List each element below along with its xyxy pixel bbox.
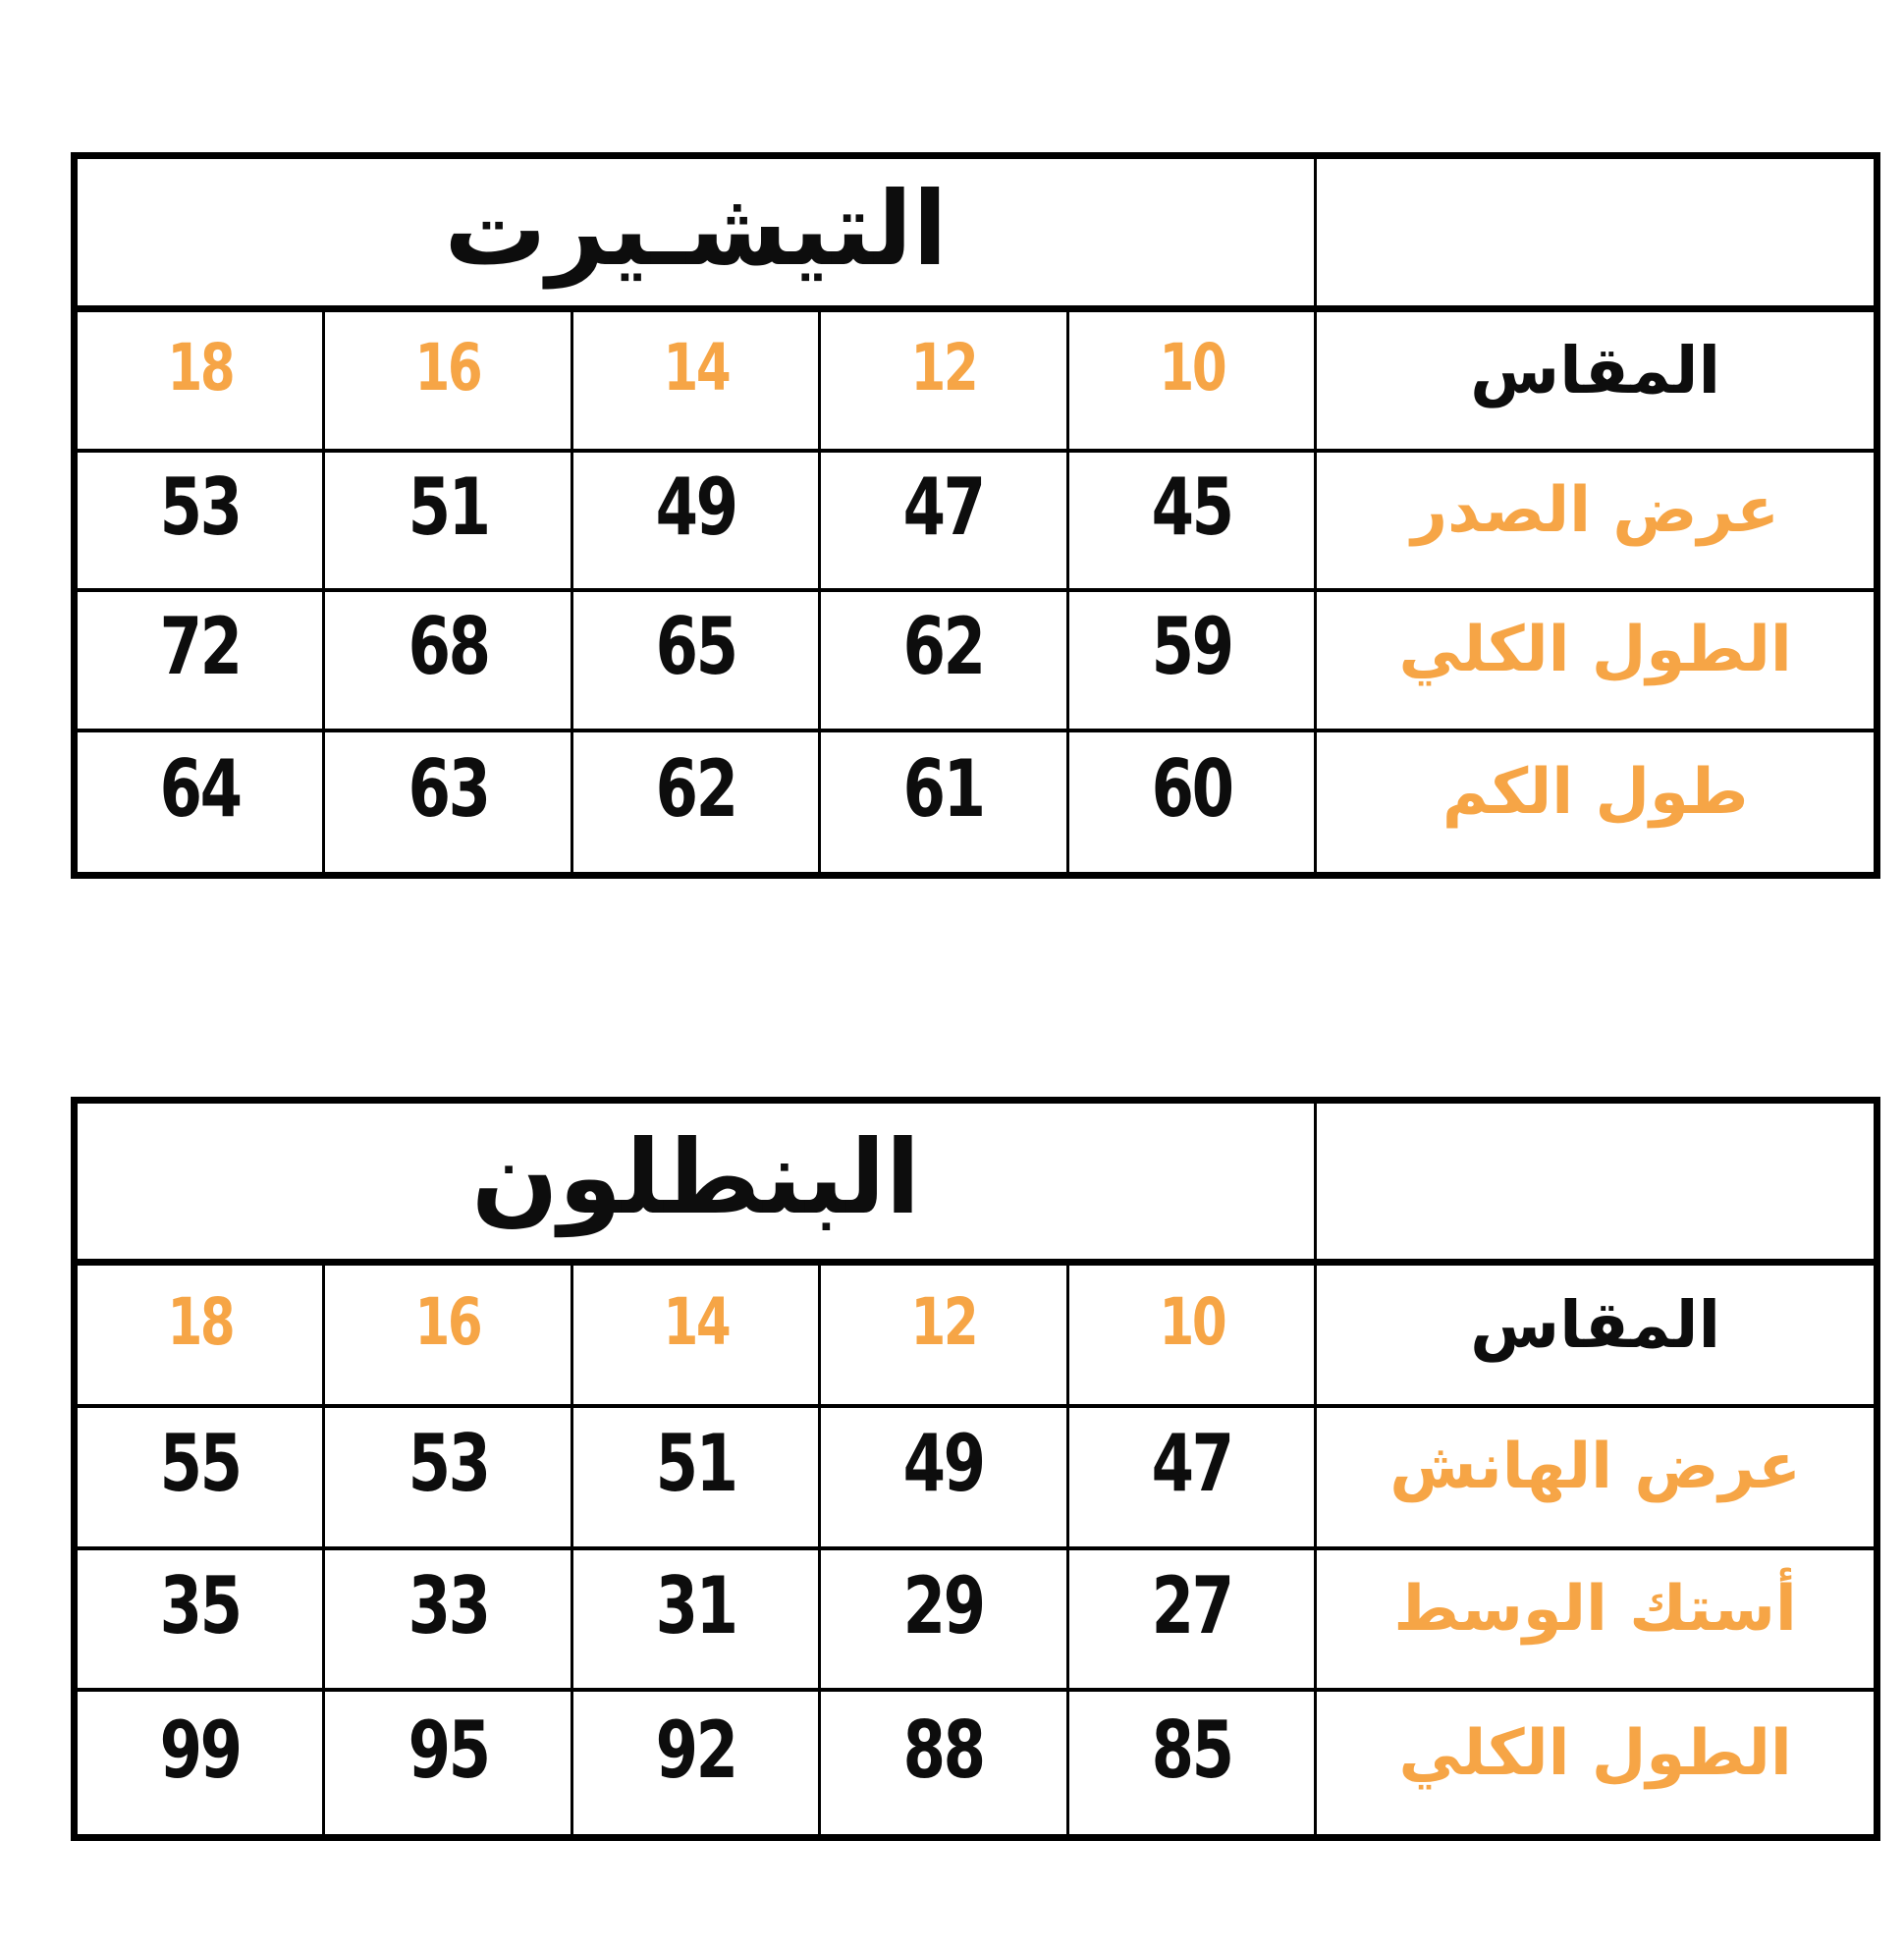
size-header-cell	[1069, 1266, 1317, 1408]
measure-value: 72	[159, 601, 241, 693]
size-header-cell	[573, 312, 821, 453]
size-value: 18	[167, 1284, 234, 1361]
measure-value: 35	[159, 1559, 241, 1651]
size-value: 10	[1159, 330, 1224, 406]
measure-value: 55	[159, 1418, 241, 1510]
measure-value: 92	[655, 1704, 736, 1796]
measure-value: 60	[1151, 742, 1232, 835]
measure-value: 99	[159, 1704, 241, 1796]
size-header-cell	[325, 1266, 572, 1408]
measure-value: 51	[655, 1418, 736, 1510]
value-cell	[1069, 1550, 1317, 1693]
measure-value: 49	[902, 1418, 985, 1510]
value-cell	[1069, 453, 1317, 593]
value-cell	[573, 453, 821, 593]
size-header-cell	[821, 1266, 1068, 1408]
value-cell	[821, 453, 1068, 593]
value-cell	[821, 732, 1068, 873]
value-cell	[573, 1692, 821, 1834]
value-cell	[1069, 732, 1317, 873]
size-value: 16	[414, 330, 481, 406]
size-column-title: المقاس	[1317, 312, 1874, 453]
measure-value: 88	[902, 1704, 985, 1796]
tshirt-table-title: التيشـيرت	[444, 168, 948, 289]
measure-value: 51	[408, 460, 489, 553]
value-cell	[325, 1692, 572, 1834]
measure-value: 49	[655, 460, 736, 553]
size-value: 10	[1159, 1284, 1224, 1361]
measure-value: 65	[655, 601, 736, 693]
value-cell	[573, 592, 821, 732]
value-cell	[78, 592, 325, 732]
measure-label-chest-width: عرض الصدر	[1317, 453, 1874, 593]
measure-value: 64	[159, 742, 241, 835]
measure-value: 53	[408, 1418, 489, 1510]
value-cell	[325, 732, 572, 873]
measure-value: 85	[1151, 1704, 1232, 1796]
pants-table-title: البنطلون	[470, 1117, 921, 1237]
value-cell	[325, 1408, 572, 1550]
measure-value: 27	[1151, 1559, 1232, 1651]
tshirt-corner-cell	[1317, 159, 1874, 312]
size-value: 12	[910, 330, 977, 406]
size-value: 14	[663, 330, 730, 406]
value-cell	[325, 453, 572, 593]
size-value: 16	[414, 1284, 481, 1361]
value-cell	[573, 1408, 821, 1550]
pants-corner-cell	[1317, 1104, 1874, 1266]
value-cell	[78, 1692, 325, 1834]
value-cell	[821, 1408, 1068, 1550]
measure-value: 68	[408, 601, 489, 693]
value-cell	[1069, 592, 1317, 732]
pants-size-table	[71, 1097, 1880, 1841]
measure-label-sleeve-length: طول الكم	[1442, 755, 1749, 829]
measure-value: 63	[408, 742, 489, 835]
measure-label-total-length: الطول الكلي	[1317, 592, 1874, 732]
value-cell	[78, 1550, 325, 1693]
value-cell	[1069, 1408, 1317, 1550]
value-cell	[821, 1692, 1068, 1834]
size-column-title: المقاس	[1317, 1266, 1874, 1408]
measure-value: 59	[1151, 601, 1232, 693]
value-cell	[325, 592, 572, 732]
measure-value: 61	[902, 742, 985, 835]
measure-value: 47	[902, 460, 985, 553]
value-cell	[821, 592, 1068, 732]
size-header-cell	[573, 1266, 821, 1408]
size-value: 12	[910, 1284, 977, 1361]
measure-value: 62	[902, 601, 985, 693]
value-cell	[573, 1550, 821, 1693]
measure-value: 47	[1151, 1418, 1232, 1510]
measure-value: 45	[1151, 460, 1232, 553]
value-cell	[325, 1550, 572, 1693]
size-header-cell	[78, 312, 325, 453]
measure-value: 53	[159, 460, 241, 553]
value-cell	[1069, 1692, 1317, 1834]
measure-value: 95	[408, 1704, 489, 1796]
value-cell	[821, 1550, 1068, 1693]
value-cell	[78, 1408, 325, 1550]
size-value: 14	[663, 1284, 730, 1361]
measure-value: 29	[902, 1559, 985, 1651]
value-cell	[573, 732, 821, 873]
measure-label-hip-width: عرض الهانش	[1317, 1408, 1874, 1550]
size-header-cell	[325, 312, 572, 453]
tshirt-size-table	[71, 152, 1880, 879]
size-value: 18	[167, 330, 234, 406]
measure-value: 62	[655, 742, 736, 835]
measure-value: 33	[408, 1559, 489, 1651]
size-header-cell	[821, 312, 1068, 453]
measure-label-waist-elastic: أستك الوسط	[1317, 1550, 1874, 1693]
value-cell	[78, 453, 325, 593]
size-header-cell	[78, 1266, 325, 1408]
tshirt-title-cell	[78, 159, 1317, 312]
value-cell	[78, 732, 325, 873]
measure-label-total-length: الطول الكلي	[1398, 1716, 1792, 1790]
size-header-cell	[1069, 312, 1317, 453]
pants-title-cell	[78, 1104, 1317, 1266]
measure-value: 31	[655, 1559, 736, 1651]
